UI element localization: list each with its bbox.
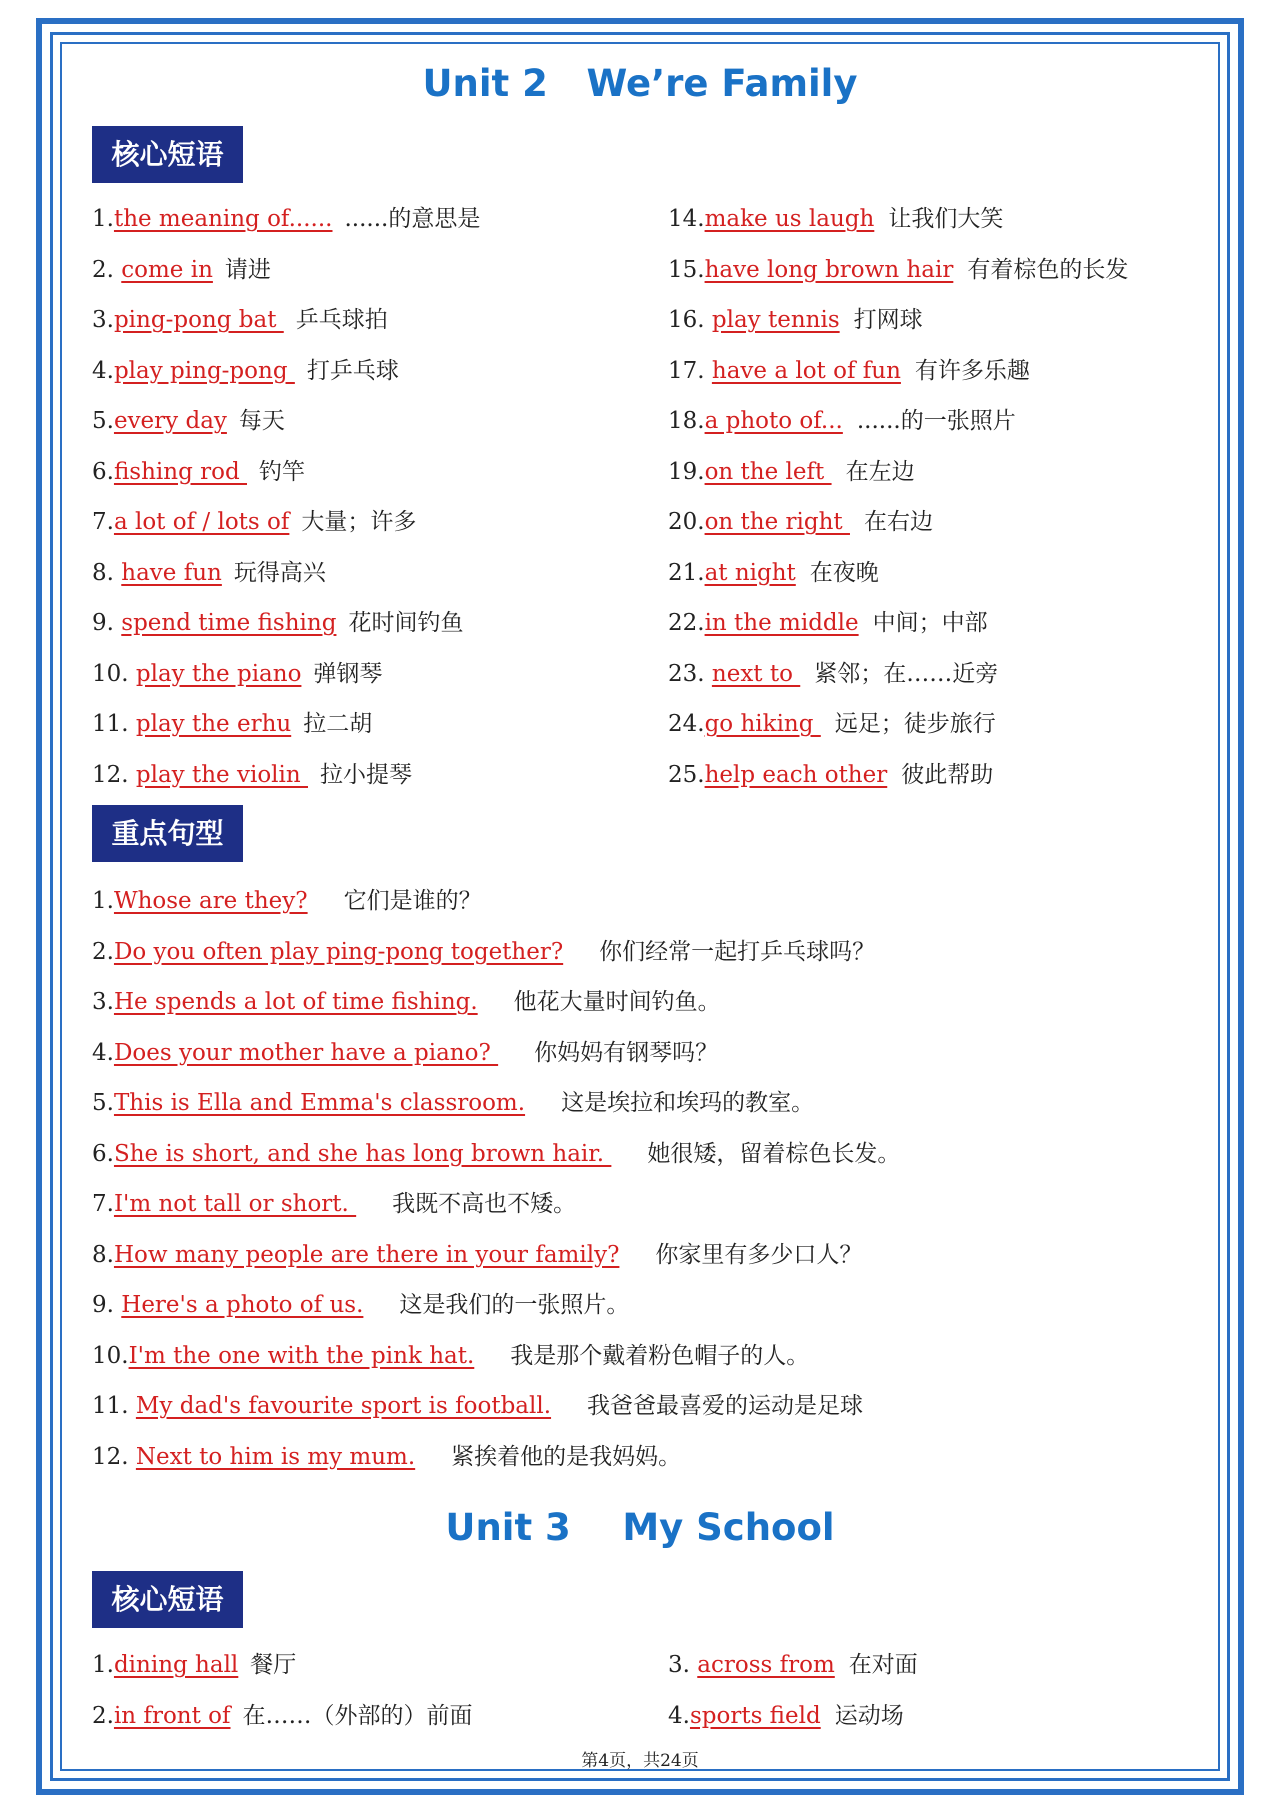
item-number: 3.: [92, 989, 114, 1015]
chinese-text: 餐厅: [250, 1652, 297, 1678]
english-text: play the piano: [135, 660, 302, 687]
english-text: This is Ella and Emma's classroom.: [113, 1090, 526, 1116]
chinese-text: 中间；中部: [872, 610, 988, 636]
unit2-sentences-label: 重点句型: [92, 805, 243, 862]
list-item: [92, 457, 305, 487]
english-text: She is short, and she has long brown hair.: [113, 1140, 612, 1167]
list-item: [92, 204, 480, 234]
item-number: 10.: [92, 660, 136, 687]
list-item: [668, 659, 998, 689]
item-number: 7.: [92, 1191, 114, 1217]
english-text: a photo of...: [704, 408, 843, 434]
chinese-text: 紧邻；在……近旁: [814, 660, 999, 687]
chinese-text: 打乒乓球: [306, 357, 399, 384]
english-text: on the right: [704, 509, 850, 535]
chinese-text: 打网球: [853, 307, 923, 333]
english-text: sports field: [689, 1702, 821, 1729]
chinese-text: 你家里有多少口人？: [655, 1241, 863, 1268]
chinese-text: 我既不高也不矮。: [392, 1191, 577, 1217]
chinese-text: 紧挨着他的是我妈妈。: [451, 1443, 682, 1470]
list-item: [668, 204, 1003, 234]
chinese-text: 每天: [238, 408, 285, 434]
item-number: 22.: [668, 610, 705, 636]
unit2-phrases-label: 核心短语: [92, 126, 243, 183]
english-text: on the left: [704, 458, 832, 485]
english-text: dining hall: [113, 1652, 239, 1678]
item-number: 2.: [92, 938, 114, 965]
item-number: 6.: [92, 1140, 114, 1167]
english-text: every day: [113, 408, 227, 434]
english-text: in the middle: [704, 610, 859, 636]
list-item: [92, 886, 482, 916]
chinese-text: 大量；许多: [301, 509, 417, 535]
chinese-text: 你们经常一起打乒乓球吗？: [599, 938, 876, 965]
chinese-text: 让我们大笑: [888, 206, 1004, 232]
chinese-text: 他花大量时间钓鱼。: [513, 989, 721, 1015]
chinese-text: 她很矮，留着棕色长发。: [647, 1140, 901, 1167]
list-item: [668, 255, 1128, 285]
english-text: fishing rod: [113, 458, 247, 485]
item-number: 18.: [668, 408, 705, 434]
chinese-text: 我是那个戴着粉色帽子的人。: [510, 1342, 810, 1369]
unit3-title: Unit 3 My School: [445, 1506, 835, 1549]
chinese-text: 拉二胡: [303, 711, 373, 737]
english-text: Next to him is my mum.: [135, 1443, 416, 1470]
english-text: play ping-pong: [113, 357, 295, 384]
chinese-text: 运动场: [834, 1702, 904, 1729]
item-number: 24.: [668, 711, 705, 737]
english-text: Here's a photo of us.: [121, 1292, 364, 1318]
item-number: 4.: [92, 357, 114, 384]
chinese-text: 乒乓球拍: [295, 307, 388, 333]
list-item: [92, 1391, 863, 1421]
item-number: 19.: [668, 458, 705, 485]
item-number: 5.: [92, 1090, 114, 1116]
english-text: the meaning of......: [113, 206, 333, 232]
item-number: 25.: [668, 761, 705, 788]
list-item: [92, 760, 412, 790]
item-number: 6.: [92, 458, 114, 485]
list-item: [92, 608, 463, 638]
item-number: 2.: [92, 256, 122, 283]
item-number: 10.: [92, 1342, 129, 1369]
item-number: 3.: [668, 1652, 698, 1678]
english-text: play tennis: [711, 307, 840, 333]
english-text: have long brown hair: [704, 256, 954, 283]
english-text: in front of: [113, 1702, 231, 1729]
item-number: 14.: [668, 206, 705, 232]
list-item: [668, 760, 993, 790]
english-text: have a lot of fun: [711, 357, 901, 384]
list-item: [668, 558, 879, 588]
item-number: 3.: [92, 307, 114, 333]
item-number: 2.: [92, 1702, 114, 1729]
unit2-title: Unit 2 We’re Family: [422, 62, 858, 105]
chinese-text: 这是我们的一张照片。: [399, 1292, 630, 1318]
list-item: [92, 1650, 296, 1680]
list-item: [92, 1701, 473, 1731]
list-item: [92, 987, 721, 1017]
item-number: 8.: [92, 1241, 114, 1268]
chinese-text: 你妈妈有钢琴吗？: [534, 1039, 719, 1066]
chinese-text: 花时间钓鱼: [348, 610, 464, 636]
english-text: come in: [121, 256, 213, 283]
item-number: 20.: [668, 509, 705, 535]
list-item: [92, 1290, 629, 1320]
list-item: [668, 457, 915, 487]
chinese-text: 有许多乐趣: [914, 357, 1030, 384]
list-item: [92, 1038, 718, 1068]
item-number: 1.: [92, 1652, 114, 1678]
item-number: 8.: [92, 559, 122, 586]
chinese-text: 在夜晚: [809, 559, 879, 586]
english-text: go hiking: [704, 711, 821, 737]
english-text: play the violin: [135, 761, 308, 788]
english-text: My dad's favourite sport is football.: [135, 1393, 552, 1419]
chinese-text: 有着棕色的长发: [967, 256, 1129, 283]
english-text: make us laugh: [704, 206, 875, 232]
item-number: 1.: [92, 206, 114, 232]
item-number: 17.: [668, 357, 712, 384]
english-text: He spends a lot of time fishing.: [113, 989, 478, 1015]
english-text: I'm the one with the pink hat.: [128, 1342, 475, 1369]
list-item: [92, 1341, 809, 1371]
list-item: [92, 1240, 862, 1270]
chinese-text: 它们是谁的？: [343, 888, 482, 914]
chinese-text: 在右边: [863, 509, 933, 535]
english-text: a lot of / lots of: [113, 509, 290, 535]
english-text: next to: [711, 660, 801, 687]
chinese-text: 我爸爸最喜爱的运动是足球: [587, 1393, 864, 1419]
list-item: [92, 709, 372, 739]
list-item: [92, 356, 399, 386]
list-item: [92, 937, 875, 967]
chinese-text: 玩得高兴: [233, 559, 326, 586]
chinese-text: ......的意思是: [344, 206, 481, 232]
list-item: [668, 709, 996, 739]
item-number: 23.: [668, 660, 712, 687]
unit3-phrases-label: 核心短语: [92, 1571, 243, 1628]
item-number: 16.: [668, 307, 712, 333]
chinese-text: 这是埃拉和埃玛的教室。: [561, 1090, 815, 1116]
list-item: [668, 1701, 904, 1731]
item-number: 21.: [668, 559, 705, 586]
english-text: spend time fishing: [121, 610, 337, 636]
item-number: 5.: [92, 408, 114, 434]
list-item: [92, 1139, 900, 1169]
list-item: [668, 356, 1030, 386]
list-item: [668, 406, 1016, 436]
item-number: 12.: [92, 761, 136, 788]
english-text: at night: [704, 559, 796, 586]
item-number: 1.: [92, 888, 114, 914]
item-number: 15.: [668, 256, 705, 283]
chinese-text: 彼此帮助: [901, 761, 994, 788]
item-number: 9.: [92, 610, 122, 636]
english-text: Do you often play ping-pong together?: [113, 938, 564, 965]
chinese-text: 钓竿: [259, 458, 305, 485]
english-text: Whose are they?: [113, 888, 308, 914]
list-item: [92, 507, 416, 537]
english-text: ping-pong bat: [113, 307, 284, 333]
item-number: 4.: [92, 1039, 114, 1066]
list-item: [92, 305, 388, 335]
chinese-text: 在对面: [848, 1652, 918, 1678]
english-text: help each other: [704, 761, 888, 788]
list-item: [92, 1189, 576, 1219]
item-number: 9.: [92, 1292, 122, 1318]
chinese-text: 在……（外部的）前面: [242, 1702, 473, 1729]
list-item: [668, 305, 923, 335]
list-item: [92, 659, 382, 689]
chinese-text: ......的一张照片: [856, 408, 1016, 434]
english-text: across from: [697, 1652, 835, 1678]
item-number: 11.: [92, 1393, 136, 1419]
english-text: have fun: [121, 559, 222, 586]
item-number: 4.: [668, 1702, 690, 1729]
list-item: [92, 1442, 681, 1472]
list-item: [92, 255, 271, 285]
list-item: [668, 507, 933, 537]
list-item: [668, 1650, 918, 1680]
english-text: Does your mother have a piano?: [113, 1039, 499, 1066]
chinese-text: 拉小提琴: [320, 761, 412, 788]
list-item: [668, 608, 988, 638]
chinese-text: 弹钢琴: [313, 660, 383, 687]
chinese-text: 远足；徒步旅行: [834, 711, 996, 737]
list-item: [92, 406, 285, 436]
english-text: play the erhu: [135, 711, 292, 737]
chinese-text: 请进: [224, 256, 271, 283]
page-footer: 第4页，共24页: [581, 1751, 699, 1771]
item-number: 7.: [92, 509, 114, 535]
list-item: [92, 1088, 814, 1118]
list-item: [92, 558, 326, 588]
item-number: 12.: [92, 1443, 136, 1470]
chinese-text: 在左边: [845, 458, 915, 485]
item-number: 11.: [92, 711, 136, 737]
english-text: I'm not tall or short.: [113, 1191, 357, 1217]
english-text: How many people are there in your family?: [113, 1241, 620, 1268]
